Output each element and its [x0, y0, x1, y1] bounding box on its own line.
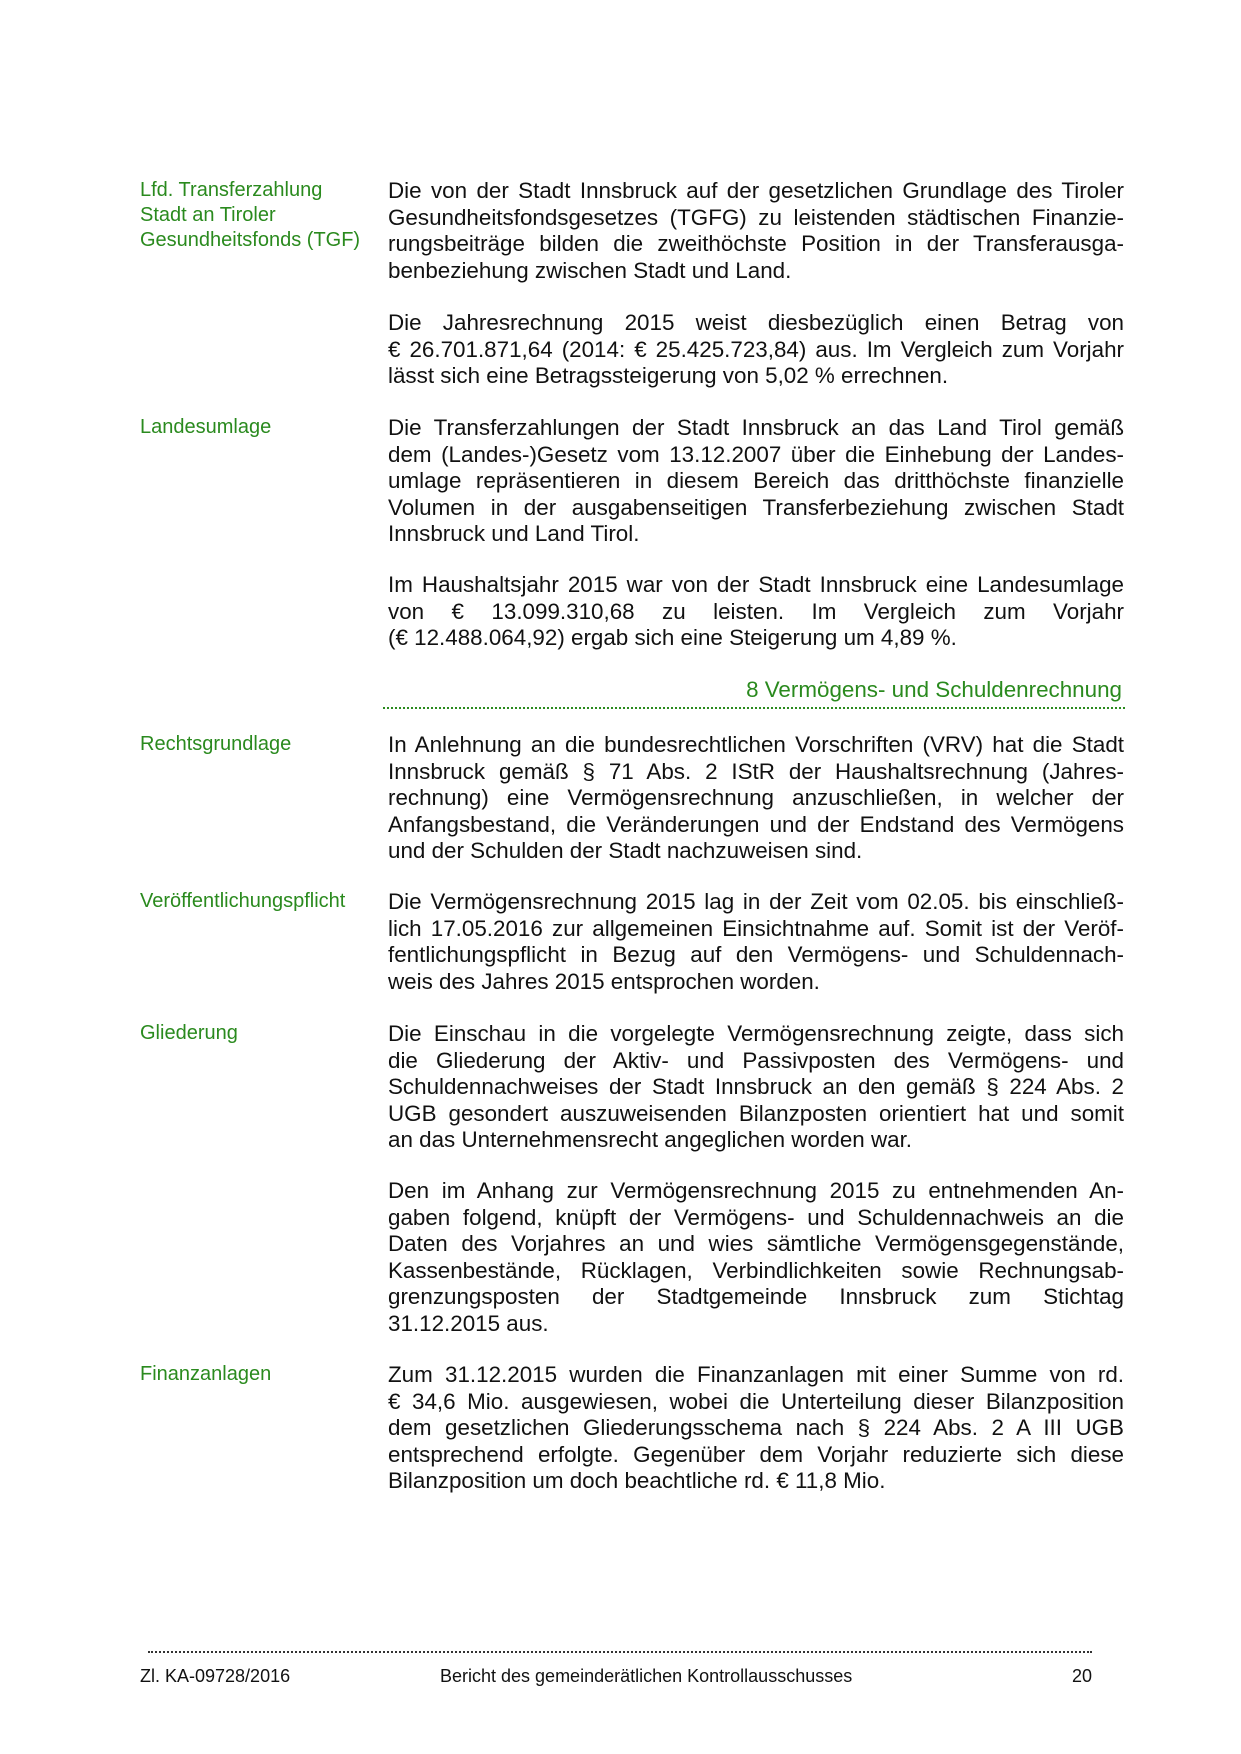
paragraph-veroeffentlichungspflicht	[388, 889, 1124, 995]
chapter-heading: 8 Vermögens- und Schuldenrechnung	[746, 677, 1122, 702]
margin-label-line: Finanzanlagen	[140, 1363, 272, 1385]
margin-label-line: Gliederung	[140, 1022, 238, 1044]
text-line: Innsbruck und Land Tirol.	[388, 521, 640, 546]
text-line: UGB gesondert auszuweisenden Bilanzposten orientiert hat und somit	[388, 1100, 1124, 1126]
page-number: 20	[1071, 1666, 1092, 1686]
footer-rule	[148, 1651, 1092, 1653]
text-line: Gesundheitsfondsgesetzes (TGFG) zu leistenden städtischen Finanzie-	[388, 204, 1124, 230]
text-line: grenzungsposten der Stadtgemeinde Innsbruck zum Stichtag	[388, 1284, 1124, 1309]
margin-label-line: Stadt an Tiroler	[140, 204, 276, 226]
text-line: Bilanzposition um doch beachtliche rd. € 11,8 Mio.	[388, 1468, 886, 1493]
margin-label-rechtsgrundlage	[140, 732, 380, 757]
paragraph-rechtsgrundlage	[388, 732, 1124, 865]
paragraph-landesumlage-1	[388, 415, 1124, 548]
text-line: rungsbeiträge bilden die zweithöchste Position in der Transferausga-	[388, 231, 1124, 256]
text-line: Schuldennachweises der Stadt Innsbruck an den gemäß § 224 Abs. 2	[388, 1074, 1124, 1099]
text-line: Daten des Vorjahres an und wies sämtliche Vermögensgegenstände,	[388, 1231, 1124, 1256]
text-line: In Anlehnung an die bundesrechtlichen Vorschriften (VRV) hat die Stadt	[388, 732, 1124, 757]
paragraph-tgf-1	[388, 178, 1124, 284]
margin-label-line: Veröffentlichungspflicht	[140, 890, 346, 912]
text-line: Anfangsbestand, die Veränderungen und der Endstand des Vermögens	[388, 811, 1124, 837]
text-line: Die von der Stadt Innsbruck auf der gesetzlichen Grundlage des Tiroler	[388, 178, 1124, 203]
text-line: dem (Landes-)Gesetz vom 13.12.2007 über die Einhebung der Landes-	[388, 441, 1124, 467]
margin-label-tgf	[140, 178, 380, 253]
margin-label-landesumlage	[140, 415, 380, 440]
text-line: 31.12.2015 aus.	[388, 1310, 549, 1336]
text-line: (€ 12.488.064,92) ergab sich eine Steigerung um 4,89 %.	[388, 625, 957, 650]
text-line: € 34,6 Mio. ausgewiesen, wobei die Unterteilung dieser Bilanzposition	[388, 1388, 1124, 1414]
text-line: Die Transferzahlungen der Stadt Innsbruck an das Land Tirol gemäß	[388, 415, 1124, 440]
text-line: Den im Anhang zur Vermögensrechnung 2015 zu entnehmenden An-	[388, 1178, 1124, 1203]
margin-label-veroeffentlichungspflicht	[140, 889, 380, 914]
footer-title: Bericht des gemeinderätlichen Kontrollausschusses	[440, 1666, 853, 1686]
text-line: Volumen in der ausgabenseitigen Transferbeziehung zwischen Stadt	[388, 494, 1124, 520]
text-line: von € 13.099.310,68 zu leisten. Im Vergleich zum Vorjahr	[388, 598, 1124, 624]
text-line: entsprechend erfolgte. Gegenüber dem Vorjahr reduzierte sich diese	[388, 1441, 1124, 1467]
margin-label-line: Gesundheitsfonds (TGF)	[140, 229, 361, 251]
text-line: an das Unternehmensrecht angeglichen worden war.	[388, 1127, 913, 1152]
paragraph-gliederung-2	[388, 1178, 1124, 1337]
text-line: dem gesetzlichen Gliederungsschema nach § 224 Abs. 2 A III UGB	[388, 1415, 1124, 1440]
margin-label-line: Rechtsgrundlage	[140, 733, 292, 755]
text-line: weis des Jahres 2015 entsprochen worden.	[388, 968, 820, 994]
paragraph-tgf-2	[388, 310, 1124, 390]
text-line: Im Haushaltsjahr 2015 war von der Stadt Innsbruck eine Landesumlage	[388, 572, 1124, 597]
text-line: Zum 31.12.2015 wurden die Finanzanlagen mit einer Summe von rd.	[388, 1362, 1124, 1387]
text-line: Die Jahresrechnung 2015 weist diesbezüglich einen Betrag von	[388, 310, 1124, 335]
text-line: die Gliederung der Aktiv- und Passivposten des Vermögens- und	[388, 1047, 1124, 1073]
chapter-heading-rule	[383, 707, 1125, 709]
text-line: € 26.701.871,64 (2014: € 25.425.723,84) aus. Im Vergleich zum Vorjahr	[388, 336, 1124, 362]
margin-label-finanzanlagen	[140, 1362, 380, 1387]
text-line: Innsbruck gemäß § 71 Abs. 2 IStR der Haushaltsrechnung (Jahres-	[388, 758, 1124, 784]
paragraph-gliederung-1	[388, 1021, 1124, 1154]
margin-label-gliederung	[140, 1021, 380, 1046]
margin-label-line: Lfd. Transferzahlung	[140, 179, 323, 201]
paragraph-landesumlage-2	[388, 572, 1124, 652]
text-line: lich 17.05.2016 zur allgemeinen Einsichtnahme auf. Somit ist der Veröf-	[388, 915, 1124, 941]
text-line: lässt sich eine Betragssteigerung von 5,02 % errechnen.	[388, 363, 949, 388]
text-line: umlage repräsentieren in diesem Bereich das dritthöchste finanzielle	[388, 468, 1124, 493]
text-line: Die Vermögensrechnung 2015 lag in der Zeit vom 02.05. bis einschließ-	[388, 889, 1124, 914]
text-line: benbeziehung zwischen Stadt und Land.	[388, 257, 792, 283]
text-line: Die Einschau in die vorgelegte Vermögensrechnung zeigte, dass sich	[388, 1021, 1124, 1046]
text-line: gaben folgend, knüpft der Vermögens- und Schuldennachweis an die	[388, 1204, 1124, 1230]
text-line: fentlichungspflicht in Bezug auf den Vermögens- und Schuldennach-	[388, 942, 1124, 967]
paragraph-finanzanlagen	[388, 1362, 1124, 1495]
footer-reference: Zl. KA-09728/2016	[140, 1666, 291, 1686]
margin-label-line: Landesumlage	[140, 416, 272, 438]
text-line: rechnung) eine Vermögensrechnung anzuschließen, in welcher der	[388, 785, 1124, 810]
text-line: und der Schulden der Stadt nachzuweisen sind.	[388, 838, 863, 863]
text-line: Kassenbestände, Rücklagen, Verbindlichkeiten sowie Rechnungsab-	[388, 1257, 1124, 1283]
